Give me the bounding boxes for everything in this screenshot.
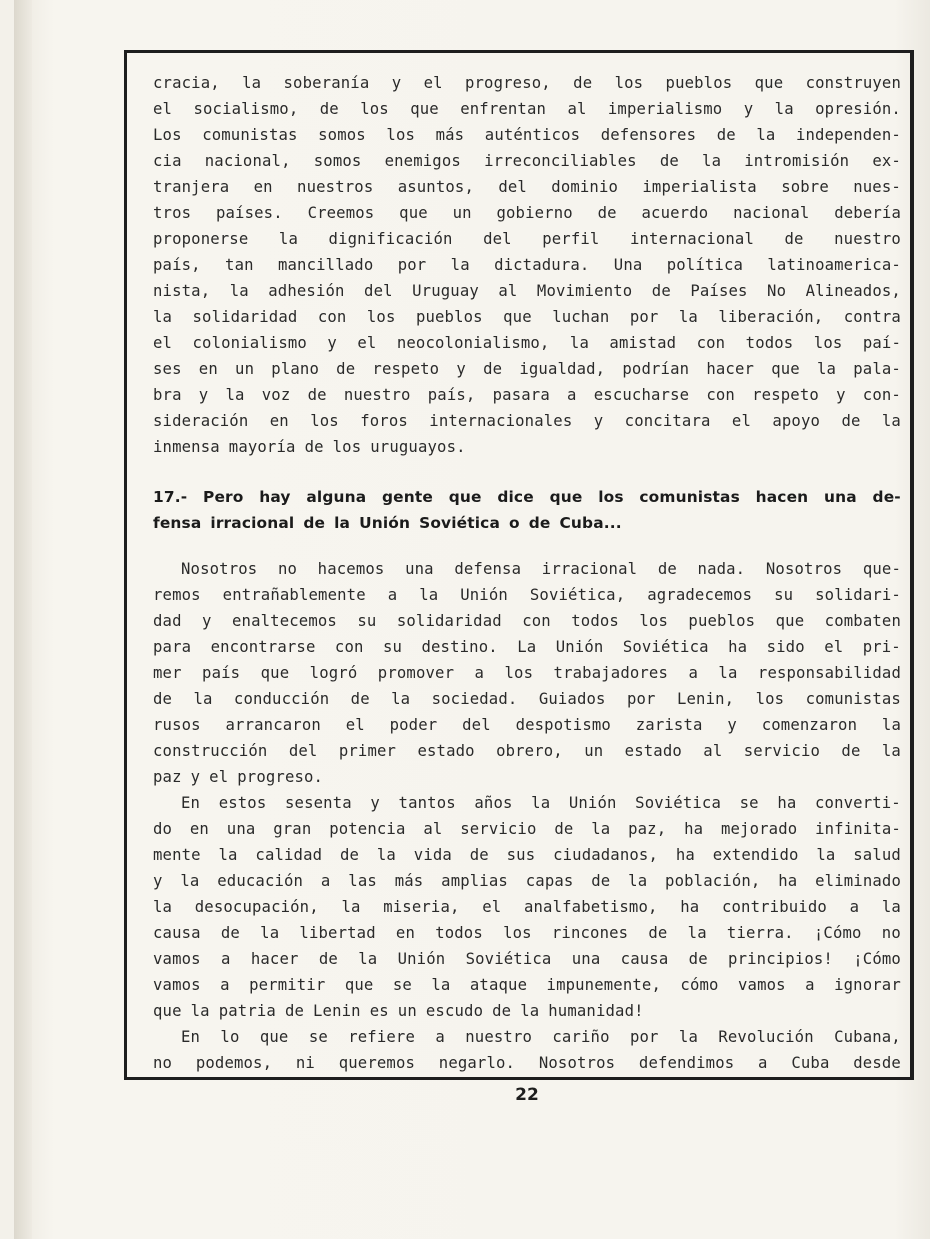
body-text-line: Los comunistas somos los más auténticos defensores de la independen-	[153, 126, 901, 144]
body-text-line: tranjera en nuestros asuntos, del dominio imperialista sobre nues-	[153, 178, 901, 196]
body-text-line: no podemos, ni queremos negarlo. Nosotros defendimos a Cuba desde	[153, 1054, 901, 1072]
body-text-line: y la educación a las más amplias capas de la población, ha eliminado	[153, 872, 901, 890]
body-text-line: paz y el progreso.	[153, 768, 324, 786]
page-number: 22	[515, 1085, 539, 1105]
question-heading-line: 17.- Pero hay alguna gente que dice que los comunistas hacen una de-	[153, 488, 901, 506]
body-text-line: la desocupación, la miseria, el analfabetismo, ha contribuido a la	[153, 898, 901, 916]
body-text-line: do en una gran potencia al servicio de la paz, ha mejorado infinita-	[153, 820, 901, 838]
body-text-line: el socialismo, de los que enfrentan al imperialismo y la opresión.	[153, 100, 901, 118]
body-text-line: vamos a permitir que se la ataque impunemente, cómo vamos a ignorar	[153, 976, 901, 994]
body-text-line: En estos sesenta y tantos años la Unión Soviética se ha converti-	[181, 794, 901, 812]
body-text-line: Nosotros no hacemos una defensa irracional de nada. Nosotros que-	[181, 560, 901, 578]
body-text-line: país, tan mancillado por la dictadura. Una política latinoamericа-	[153, 256, 901, 274]
body-text-line: para encontrarse con su destino. La Unión Soviética ha sido el pri-	[153, 638, 901, 656]
body-text-line: que la patria de Lenin es un escudo de la humanidad!	[153, 1002, 644, 1020]
body-text-line: nista, la adhesión del Uruguay al Movimiento de Países No Alineados,	[153, 282, 901, 300]
body-text-line: de la conducción de la sociedad. Guiados por Lenin, los comunistas	[153, 690, 901, 708]
body-text-line: En lo que se refiere a nuestro cariño por la Revolución Cubana,	[181, 1028, 901, 1046]
body-text-line: proponerse la dignificación del perfil internacional de nuestro	[153, 230, 901, 248]
body-text-line: tros países. Creemos que un gobierno de acuerdo nacional debería	[153, 204, 901, 222]
body-text-line: el colonialismo y el neocolonialismo, la amistad con todos los paí-	[153, 334, 901, 352]
body-text-line: mer país que logró promover a los trabajadores a la responsabilidad	[153, 664, 901, 682]
question-heading-line: fensa irracional de la Unión Soviética o de Cuba...	[153, 514, 622, 532]
body-text-line: mente la calidad de la vida de sus ciudadanos, ha extendido la salud	[153, 846, 901, 864]
paragraph-spacer	[153, 460, 901, 484]
body-text-line: dad y enaltecemos su solidaridad con todos los pueblos que combaten	[153, 612, 901, 630]
body-text-line: rusos arrancaron el poder del despotismo zarista y comenzaron la	[153, 716, 901, 734]
body-text-line: cracia, la soberanía y el progreso, de los pueblos que construyen	[153, 74, 901, 92]
page-binding-edge	[14, 0, 32, 1239]
body-text-line: sideración en los foros internacionales y concitara el apoyo de la	[153, 412, 901, 430]
document-body	[153, 70, 901, 1076]
body-text-line: remos entrañablemente a la Unión Soviética, agradecemos su solidari-	[153, 586, 901, 604]
body-text-line: bra y la voz de nuestro país, pasara a escucharse con respeto y con-	[153, 386, 901, 404]
body-text-line: vamos a hacer de la Unión Soviética una causa de principios! ¡Cómo	[153, 950, 901, 968]
body-text-line: inmensa mayoría de los uruguayos.	[153, 438, 466, 456]
body-text-line: cia nacional, somos enemigos irreconciliables de la intromisión ex-	[153, 152, 901, 170]
body-text-line: la solidaridad con los pueblos que luchan por la liberación, contra	[153, 308, 901, 326]
body-text-line: ses en un plano de respeto y de igualdad, podrían hacer que la pala-	[153, 360, 901, 378]
body-text-line: causa de la libertad en todos los rincones de la tierra. ¡Cómo no	[153, 924, 901, 942]
paragraph-spacer	[153, 536, 901, 556]
body-text-line: construcción del primer estado obrero, un estado al servicio de la	[153, 742, 901, 760]
